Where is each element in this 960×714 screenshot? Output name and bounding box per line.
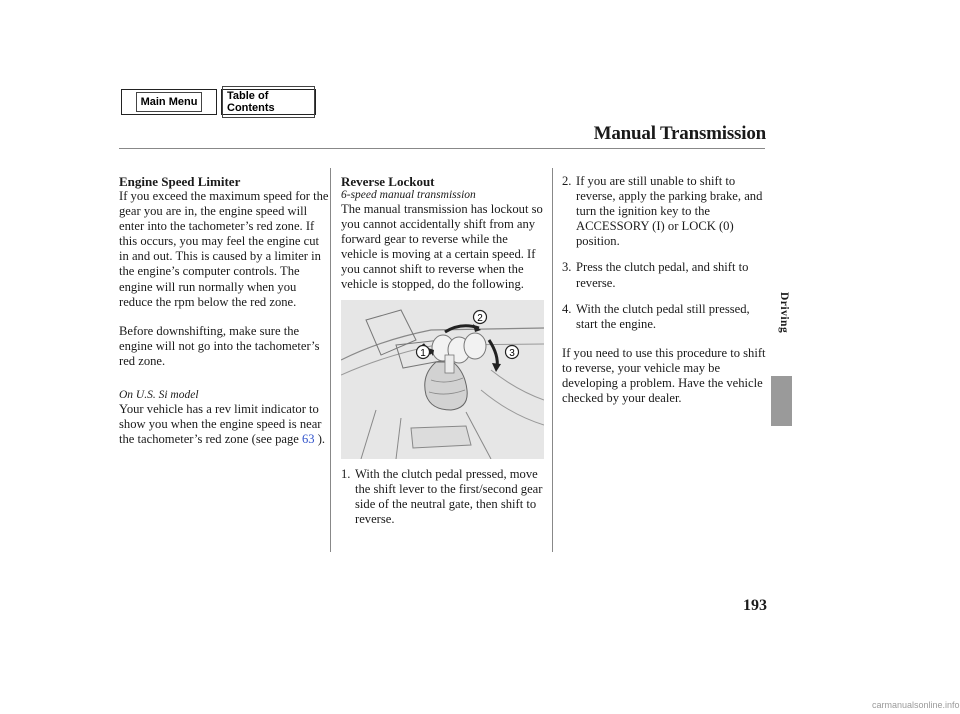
main-menu-label: Main Menu [136,92,203,112]
step-item [562,302,770,332]
table-of-contents-label: Table of Contents [222,86,315,118]
paragraph: Before downshifting, make sure the engine will not go into the tachometer’s red zone. [119,323,320,368]
watermark: carmanualsonline.info [872,700,960,710]
main-menu-button[interactable] [121,89,217,115]
paragraph-text: Your vehicle has a rev limit indicator to show you when the engine speed is near the tachometer’s red zone (see page [119,402,322,447]
engine-speed-limiter-section [119,174,331,447]
step-text: If you are still unable to shift to reverse, apply the parking brake, and turn the ignition key to the ACCESSORY (I) or LOCK (0) position. [576,174,763,249]
gear-2-label: 2 [477,313,483,324]
step-item [562,174,770,249]
step-text: With the clutch pedal pressed, move the shift lever to the first/second gear side of the neutral gate, then shift to reverse. [355,467,543,527]
page-link-63[interactable]: 63 [301,432,315,447]
reverse-procedure-steps [562,174,770,406]
step-1 [341,467,547,527]
section-tab-label: Driving [778,292,790,334]
paragraph: The manual transmission has lockout so you cannot accidentally shift from any forward gear to reverse while the vehicle is moving at a certain speed. If you cannot shift to reverse when the vehicle is stopped, do the following. [341,202,543,292]
step-text: With the clutch pedal still pressed, start the engine. [576,301,750,331]
paragraph-text: ). [314,432,326,447]
step-number: 1. [341,467,351,481]
paragraph: If you exceed the maximum speed for the gear you are in, the engine speed will enter into the tachometer’s red zone. If this occurs, you may feel the engine cut in and out. This is caused by a limiter in the engine’s computer controls. The engine will run normally when you reduce the rpm below the red zone. [119,189,329,309]
step-text: Press the clutch pedal, and shift to reverse. [576,260,749,290]
section-heading: Reverse Lockout [341,174,435,189]
step-number: 3. [562,260,572,275]
reverse-lockout-section [341,174,547,293]
page-title: Manual Transmission [593,123,766,144]
gear-3-label: 3 [509,348,515,359]
section-heading: Engine Speed Limiter [119,174,241,189]
step-number: 2. [562,174,572,188]
step-item [562,260,770,290]
transmission-subtitle: 6-speed manual transmission [341,189,476,201]
table-of-contents-button[interactable] [221,89,316,115]
page-number: 193 [743,597,767,614]
gear-1-label: 1 [420,348,426,359]
shift-lever-illustration [341,300,544,459]
section-tab-marker [771,376,792,426]
column-divider-2 [552,168,553,552]
paragraph: If you need to use this procedure to shift to reverse, your vehicle may be developing a problem. Have the vehicle checked by your dealer. [562,345,766,406]
paragraph [119,402,331,447]
model-subtitle: On U.S. Si model [119,389,199,402]
step-number: 4. [562,301,572,316]
steps-list [562,174,770,332]
title-rule [119,148,765,149]
